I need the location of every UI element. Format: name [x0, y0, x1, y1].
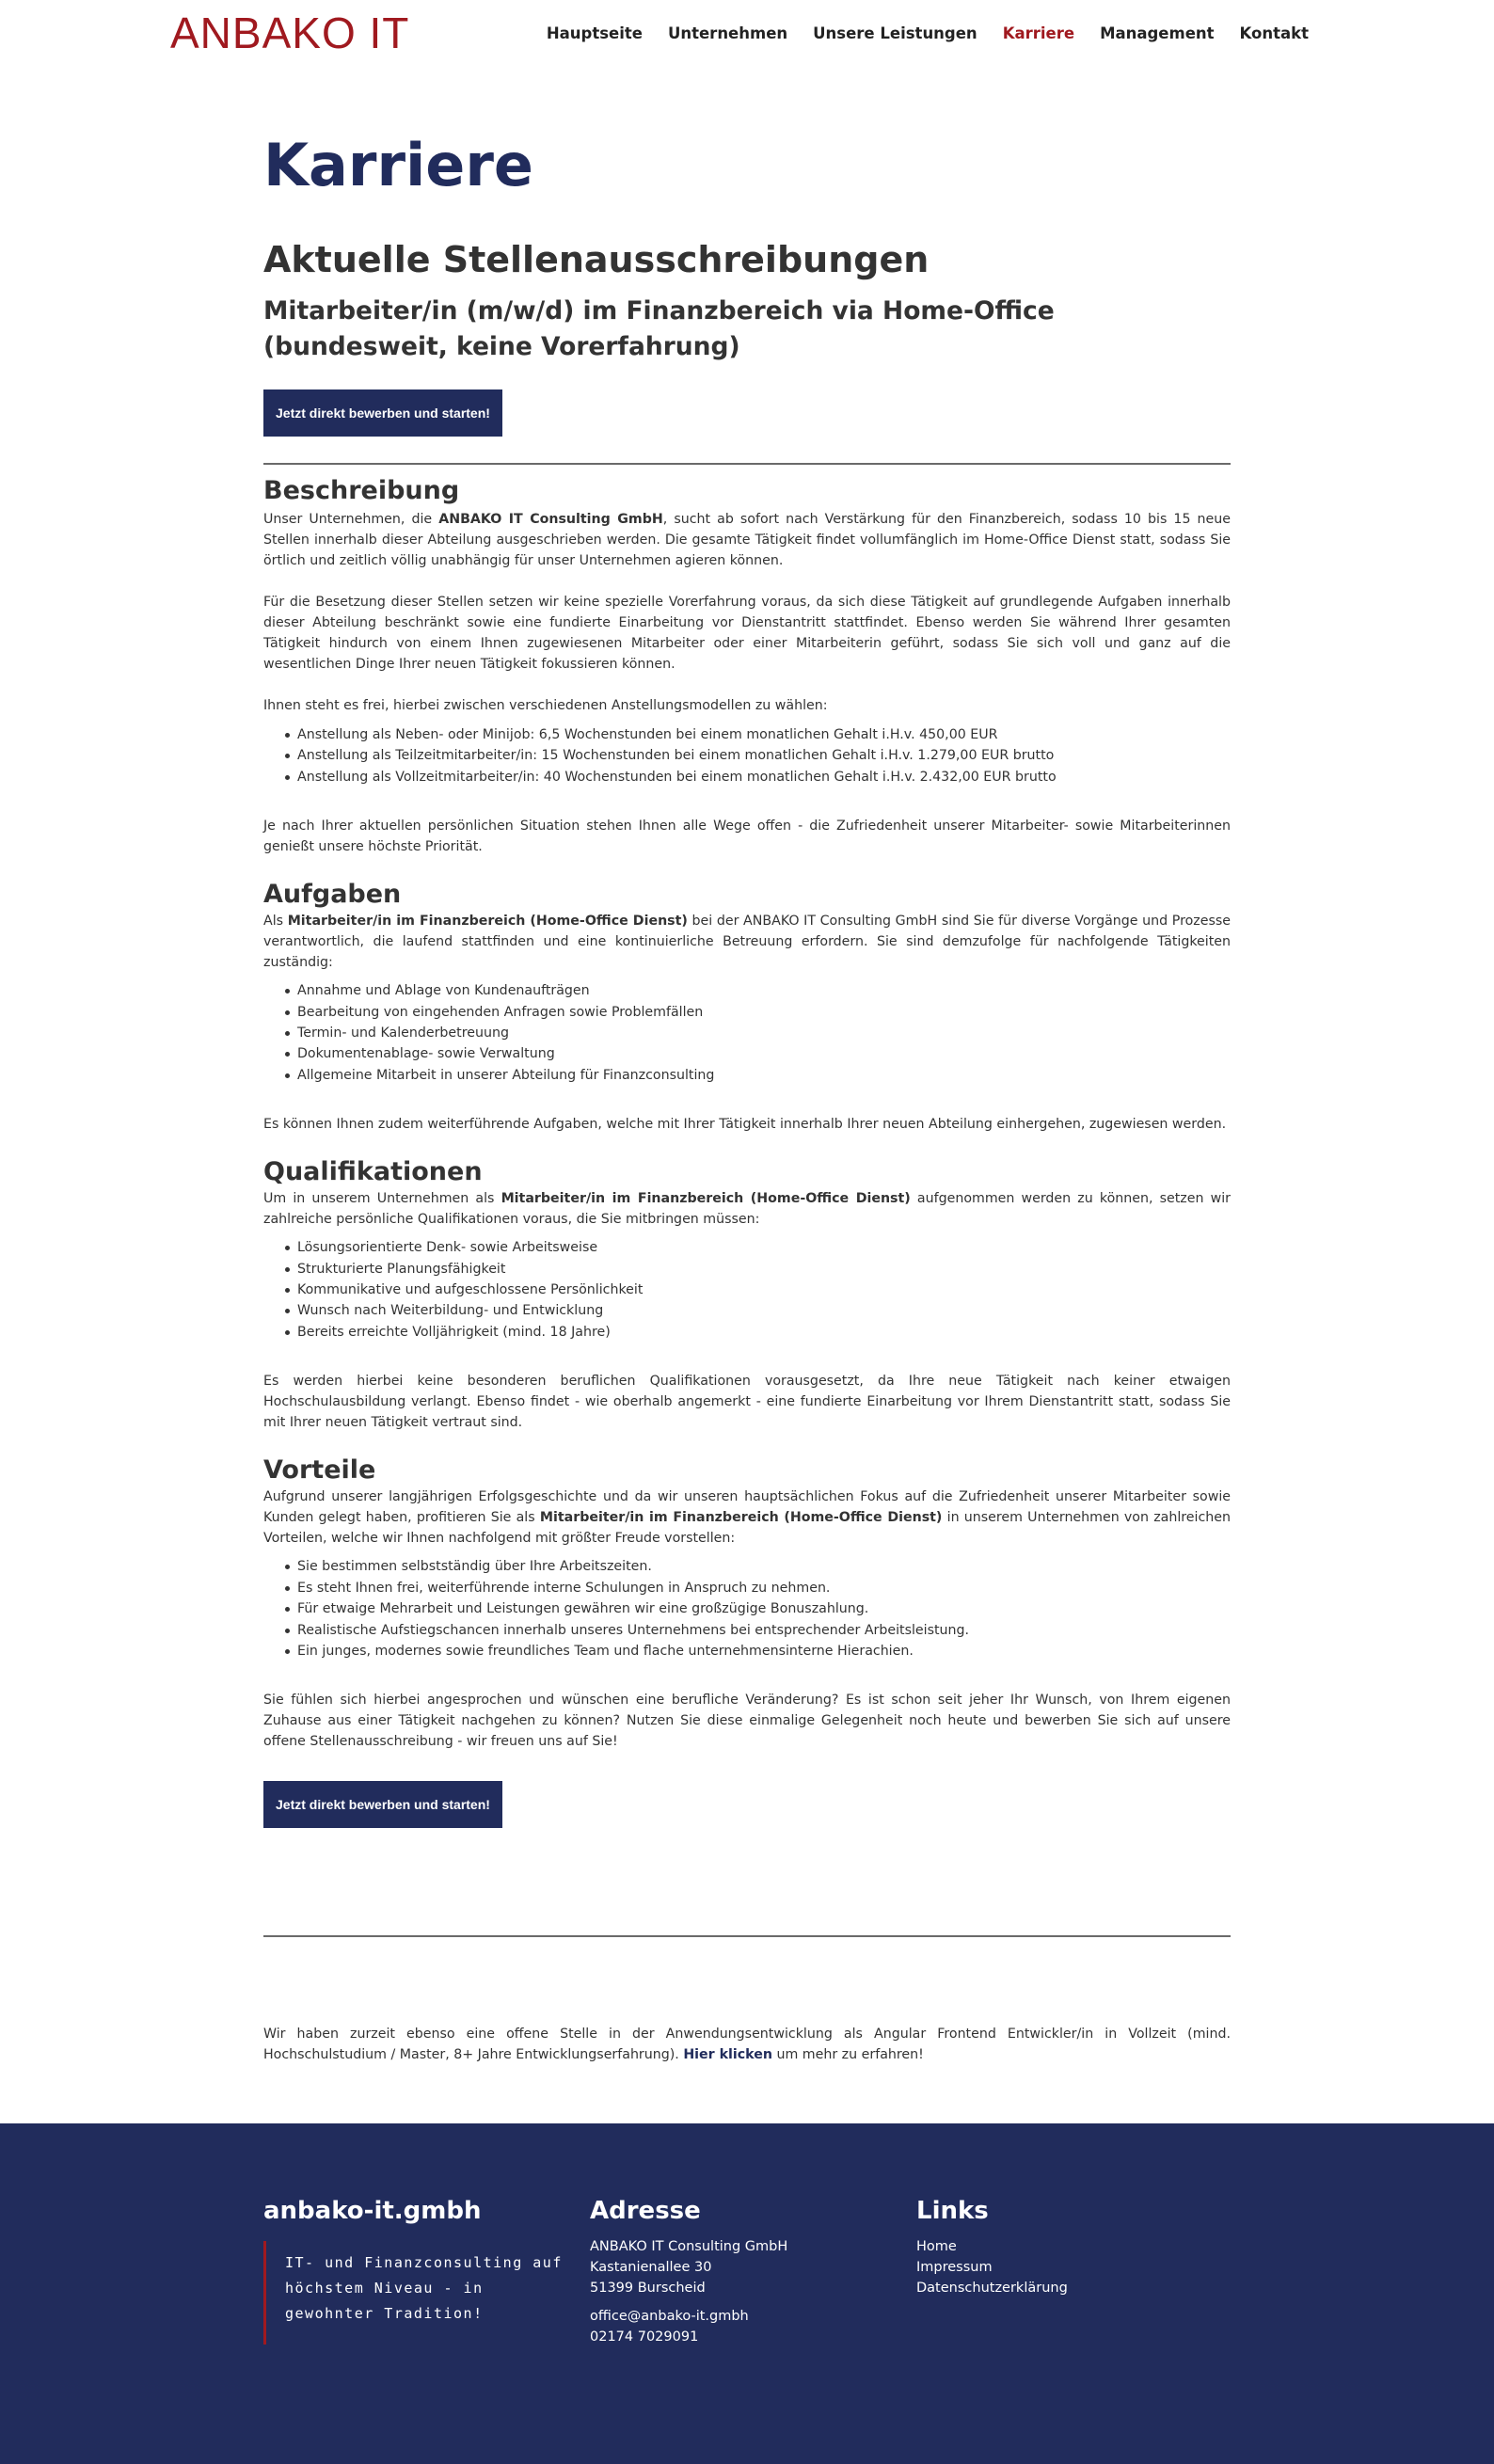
text: Um in unserem Unternehmen als [263, 1191, 501, 1207]
nav-item-kontakt[interactable]: Kontakt [1239, 24, 1309, 42]
site-header [0, 0, 1494, 71]
vorteile-paragraph-2: Sie fühlen sich hierbei angesprochen und wünschen eine berufliche Veränderung? Es ist schon seit jeher Ihr Wunsch, von Ihrem eigenen Zuhause aus einer Tätigkeit nachgehen zu können? Nutzen Sie diese einmalige Gelegenheit noch heute und bewerben Sie sich auf unsere offene Stellenausschreibung - wir freuen uns auf Sie! [263, 1693, 1231, 1750]
qualifikationen-paragraph-2: Es werden hierbei keine besonderen beruflichen Qualifikationen vorausgesetzt, da Ihre neue Tätigkeit nach keiner etwaigen Hochschulausbildung verlangt. Ebenso findet - wie oberhalb angemerkt - eine fundierte Einarbeitung vor Ihrem Dienstantritt statt, sodass Sie mit Ihrer neuen Tätigkeit vertraut sind. [263, 1374, 1231, 1431]
position-name: Mitarbeiter/in im Finanzbereich (Home-Office Dienst) [501, 1191, 911, 1207]
nav-item-unternehmen[interactable]: Unternehmen [667, 24, 788, 42]
list-item: Wunsch nach Weiterbildung- und Entwicklung [297, 1300, 1231, 1321]
list-item: Termin- und Kalenderbetreuung [297, 1023, 1231, 1043]
footer-links-heading: Links [916, 2197, 989, 2225]
list-item: Für etwaige Mehrarbeit und Leistungen gewähren wir eine großzügige Bonuszahlung. [297, 1598, 1231, 1619]
text: Aufgrund unserer langjährigen Erfolgsgeschichte und da wir unseren hauptsächlichen Fokus auf die Zufriedenheit unserer Mitarbeiter sowie Kunden gelegt haben, profitieren Sie als [263, 1489, 1231, 1526]
list-item: Ein junges, modernes sowie freundliches Team und flache unternehmensinterne Hierachien. [297, 1641, 1231, 1661]
list-item: Allgemeine Mitarbeit in unserer Abteilung für Finanzconsulting [297, 1065, 1231, 1086]
apply-button-wrap-bottom [263, 1752, 1231, 1828]
aufgaben-paragraph-2: Es können Ihnen zudem weiterführende Aufgaben, welche mit Ihrer Tätigkeit innerhalb Ihrer neuen Abteilung einhergehen, zugewiesen werden. [263, 1117, 1227, 1133]
text: Wir haben zurzeit ebenso eine offene Stelle in der Anwendungsentwicklung als Angular Frontend Entwickler/in in Vollzeit (mind. Hochschulstudium / Master, 8+ Jahre Entwicklungserfahrung). [263, 2027, 1231, 2063]
main-content [263, 130, 1231, 2065]
footer-col-address [590, 2195, 787, 2347]
footer-link-datenschutz[interactable]: Datenschutzerklärung [916, 2281, 1068, 2296]
footer-col-brand [263, 2195, 482, 2227]
vorteile-paragraph-1 [263, 1486, 1231, 1549]
nav-item-management[interactable]: Management [1100, 24, 1215, 42]
text: Als [263, 914, 288, 930]
list-item: Annahme und Ablage von Kundenaufträgen [297, 980, 1231, 1001]
apply-button-top[interactable]: Jetzt direkt bewerben und starten! [263, 389, 502, 437]
text: , sucht ab sofort nach Verstärkung für den Finanzbereich, sodass 10 bis 15 neue Stellen innerhalb dieser Abteilung ausgeschrieben werden. Die gesamte Tätigkeit findet vollumfänglich im Home-Office Dienst statt, sodass Sie örtlich und zeitlich völlig unabhängig für unser Unternehmen agieren können. [263, 512, 1231, 568]
benefits-list [297, 1556, 1231, 1661]
apply-button-bottom[interactable]: Jetzt direkt bewerben und starten! [263, 1781, 502, 1828]
list-item: Strukturierte Planungsfähigkeit [297, 1259, 1231, 1280]
address-company: ANBAKO IT Consulting GmbH [590, 2239, 788, 2254]
footer-col-links [916, 2195, 1068, 2298]
divider [263, 463, 1231, 465]
section-heading-qualifikationen: Qualifikationen [263, 1157, 483, 1187]
company-name: ANBAKO IT Consulting GmbH [438, 512, 663, 527]
text: Unser Unternehmen, die [263, 512, 439, 527]
footer-link-home[interactable]: Home [916, 2239, 957, 2254]
list-item: Bereits erreichte Volljährigkeit (mind. 18 Jahre) [297, 1322, 1231, 1343]
position-name: Mitarbeiter/in im Finanzbereich (Home-Office Dienst) [287, 914, 688, 930]
address-city: 51399 Burscheid [590, 2281, 706, 2296]
footer-links-list [916, 2236, 1068, 2298]
section-heading-beschreibung: Beschreibung [263, 476, 460, 505]
list-item: Anstellung als Vollzeitmitarbeiter/in: 40 Wochenstunden bei einem monatlichen Gehalt i.H.v. 2.432,00 EUR brutto [297, 767, 1231, 787]
tasks-list [297, 980, 1231, 1086]
text: bei der ANBAKO IT Consulting GmbH sind Sie für diverse Vorgänge und Prozesse verantwortlich, die laufend stattfinden und eine kontinuierliche Betreuung erfordern. Sie sind demzufolge für nachfolgende Tätigkeiten zuständig: [263, 914, 1231, 971]
beschreibung-paragraph-3: Ihnen steht es frei, hierbei zwischen verschiedenen Anstellungsmodellen zu wählen: [263, 698, 828, 713]
beschreibung-paragraph-2: Für die Besetzung dieser Stellen setzen wir keine spezielle Vorerfahrung voraus, da sich diese Tätigkeit auf grundlegende Aufgaben innerhalb dieser Abteilung beschränkt sowie eine fundierte Einarbeitung vor Dienstantritt stattfindet. Ebenso werden Sie während Ihrer gesamten Tätigkeit hindurch von einem Ihnen zugewiesenen Mitarbeiter oder einer Mitarbeiterin geführt, sodass Sie sich voll und ganz auf die wesentlichen Dinge Ihrer neuen Tätigkeit fokussieren können. [263, 595, 1231, 672]
list-item: Es steht Ihnen frei, weiterführende interne Schulungen in Anspruch zu nehmen. [297, 1578, 1231, 1598]
jobs-heading: Aktuelle Stellenausschreibungen [263, 239, 930, 280]
list-item: Bearbeitung von eingehenden Anfragen sowie Problemfällen [297, 1002, 1231, 1023]
text: aufgenommen werden zu können, setzen wir zahlreiche persönliche Qualifikationen voraus, die Sie mitbringen müssen: [263, 1191, 1231, 1228]
nav-item-karriere[interactable]: Karriere [1002, 24, 1075, 42]
footer-phone-link[interactable]: 02174 7029091 [590, 2329, 699, 2345]
more-info-link[interactable]: Hier klicken [683, 2047, 772, 2063]
site-logo[interactable]: ANBAKO IT [170, 8, 410, 57]
other-job-paragraph [263, 2024, 1231, 2065]
apply-button-wrap-top [263, 365, 1231, 437]
qualifications-list [297, 1237, 1231, 1343]
address-block [590, 2236, 787, 2347]
page-title: Karriere [263, 131, 533, 199]
footer-email-link[interactable]: office@anbako-it.gmbh [590, 2309, 749, 2324]
text: um mehr zu erfahren! [771, 2047, 924, 2063]
nav-item-leistungen[interactable]: Unsere Leistungen [813, 24, 977, 42]
list-item: Sie bestimmen selbstständig über Ihre Arbeitszeiten. [297, 1556, 1231, 1577]
list-item: Kommunikative und aufgeschlossene Persönlichkeit [297, 1280, 1231, 1300]
list-item: Lösungsorientierte Denk- sowie Arbeitsweise [297, 1237, 1231, 1258]
nav-item-hauptseite[interactable]: Hauptseite [546, 24, 643, 42]
footer-address-heading: Adresse [590, 2197, 701, 2225]
position-title: Mitarbeiter/in (m/w/d) im Finanzbereich via Home-Office (bundesweit, keine Vorerfahrung) [263, 296, 1055, 361]
list-item: Realistische Aufstiegschancen innerhalb unseres Unternehmens bei entsprechender Arbeitsleistung. [297, 1620, 1231, 1641]
section-heading-aufgaben: Aufgaben [263, 880, 402, 910]
text: in unserem Unternehmen von zahlreichen Vorteilen, welche wir Ihnen nachfolgend mit größter Freude vorstellen: [263, 1510, 1231, 1547]
employment-models-list [297, 724, 1231, 787]
list-item: Anstellung als Neben- oder Minijob: 6,5 Wochenstunden bei einem monatlichen Gehalt i.H.v. 450,00 EUR [297, 724, 1231, 745]
footer-link-impressum[interactable]: Impressum [916, 2260, 993, 2275]
position-name: Mitarbeiter/in im Finanzbereich (Home-Office Dienst) [539, 1510, 943, 1526]
site-footer [0, 2123, 1494, 2464]
footer-tagline: IT- und Finanzconsulting auf höchstem Niveau - in gewohnter Tradition! [263, 2241, 564, 2345]
footer-brand-heading: anbako-it.gmbh [263, 2197, 482, 2225]
list-item: Dokumentenablage- sowie Verwaltung [297, 1043, 1231, 1064]
list-item: Anstellung als Teilzeitmitarbeiter/in: 15 Wochenstunden bei einem monatlichen Gehalt i.H.v. 1.279,00 EUR brutto [297, 745, 1231, 766]
beschreibung-paragraph-4: Je nach Ihrer aktuellen persönlichen Situation stehen Ihnen alle Wege offen - die Zufriedenheit unserer Mitarbeiter- sowie Mitarbeiterinnen genießt unsere höchste Priorität. [263, 819, 1231, 855]
address-street: Kastanienallee 30 [590, 2260, 712, 2275]
divider [263, 1935, 1231, 1937]
main-nav [521, 24, 1309, 42]
section-heading-vorteile: Vorteile [263, 1455, 376, 1486]
beschreibung-paragraph-1 [263, 509, 1231, 571]
aufgaben-paragraph-1 [263, 911, 1231, 973]
qualifikationen-paragraph-1 [263, 1188, 1231, 1230]
